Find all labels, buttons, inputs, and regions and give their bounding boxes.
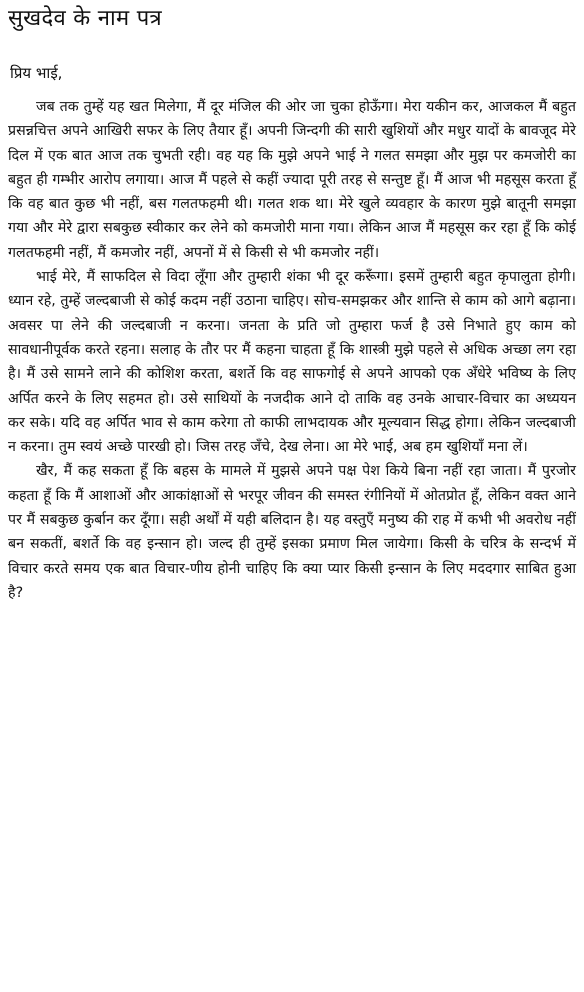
page-title: सुखदेव के नाम पत्र <box>8 6 162 31</box>
paragraph-2: भाई मेरे, मैं साफदिल से विदा लूँगा और तुम्हारी शंका भी दूर करूँगा। इसमें तुम्हारी बहुत कृपालुता होगी। ध्यान रहे, तुम्हें जल्दबाजी से कोई कदम नहीं उठाना चाहिए। सोच-समझकर और शान्ति से काम को आगे बढ़ाना। अवसर पा लेने की जल्दबाजी न करना। जनता के प्रति जो तुम्हारा फर्ज है उसे निभाते हुए काम को सावधानीपूर्वक करते रहना। सलाह के तौर पर मैं कहना चाहता हूँ कि शास्त्री मुझे पहले से अधिक अच्छा लग रहा है। मैं उसे सामने लाने की कोशिश करता, बशर्ते कि वह साफगोई से अपने आपको एक अँधेरे भविष्य के लिए अर्पित करने के लिए सहमत हो। उसे साथियों के नजदीक आने दो ताकि वह उनके आचार-विचार का अध्ययन कर सके। यदि वह अर्पित भाव से काम करेगा तो काफी लाभदायक और मूल्यवान सिद्ध होगा। लेकिन जल्दबाजी न करना। तुम स्वयं अच्छे पारखी हो। जिस तरह जँचे, देख लेना। आ मेरे भाई, अब हम खुशियाँ मना लें। <box>8 269 576 456</box>
paragraph-3: खैर, मैं कह सकता हूँ कि बहस के मामले में मुझसे अपने पक्ष पेश किये बिना नहीं रहा जाता। मैं पुरजोर कहता हूँ कि मैं आशाओं और आकांक्षाओं से भरपूर जीवन की समस्त रंगीनियों में ओतप्रोत हूँ, लेकिन वक्त आने पर मैं सबकुछ कुर्बान कर दूँगा। सही अर्थों में यही बलिदान है। यह वस्तुएँ मनुष्य की राह में कभी भी अवरोध नहीं बन सकतीं, बशर्ते कि वह इन्सान हो। जल्द ही तुम्हें इसका प्रमाण मिल जायेगा। किसी के चरित्र के सन्दर्भ में विचार करते समय एक बात विचार-णीय होनी चाहिए कि क्या प्यार किसी इन्सान के लिए मददगार साबित हुआ है? <box>8 463 576 601</box>
letter-body <box>8 95 576 605</box>
paragraph-1: जब तक तुम्हें यह खत मिलेगा, मैं दूर मंजिल की ओर जा चुका होऊँगा। मेरा यकीन कर, आजकल मैं बहुत प्रसन्नचित्त अपने आखिरी सफर के लिए तैयार हूँ। अपनी जिन्दगी की सारी खुशियों और मधुर यादों के बावजूद मेरे दिल में एक बात आज तक चुभती रही। वह यह कि मुझे अपने भाई ने गलत समझा और मुझ पर कमजोरी का बहुत ही गम्भीर आरोप लगाया। आज मैं पहले से कहीं ज्यादा पूरी तरह से सन्तुष्ट हूँ। मैं आज भी महसूस करता हूँ कि वह बात कुछ भी नहीं, बस गलतफहमी थी। गलत शक था। मेरे खुले व्यवहार के कारण मुझे बातूनी समझा गया और मेरे द्वारा सबकुछ स्वीकार कर लेने को कमजोरी माना गया। लेकिन आज मैं महसूस कर रहा हूँ कि कोई गलतफहमी नहीं, मैं कमजोर नहीं, अपनों में से किसी से भी कमजोर नहीं। <box>8 99 576 261</box>
letter-salutation: प्रिय भाई, <box>10 64 63 82</box>
